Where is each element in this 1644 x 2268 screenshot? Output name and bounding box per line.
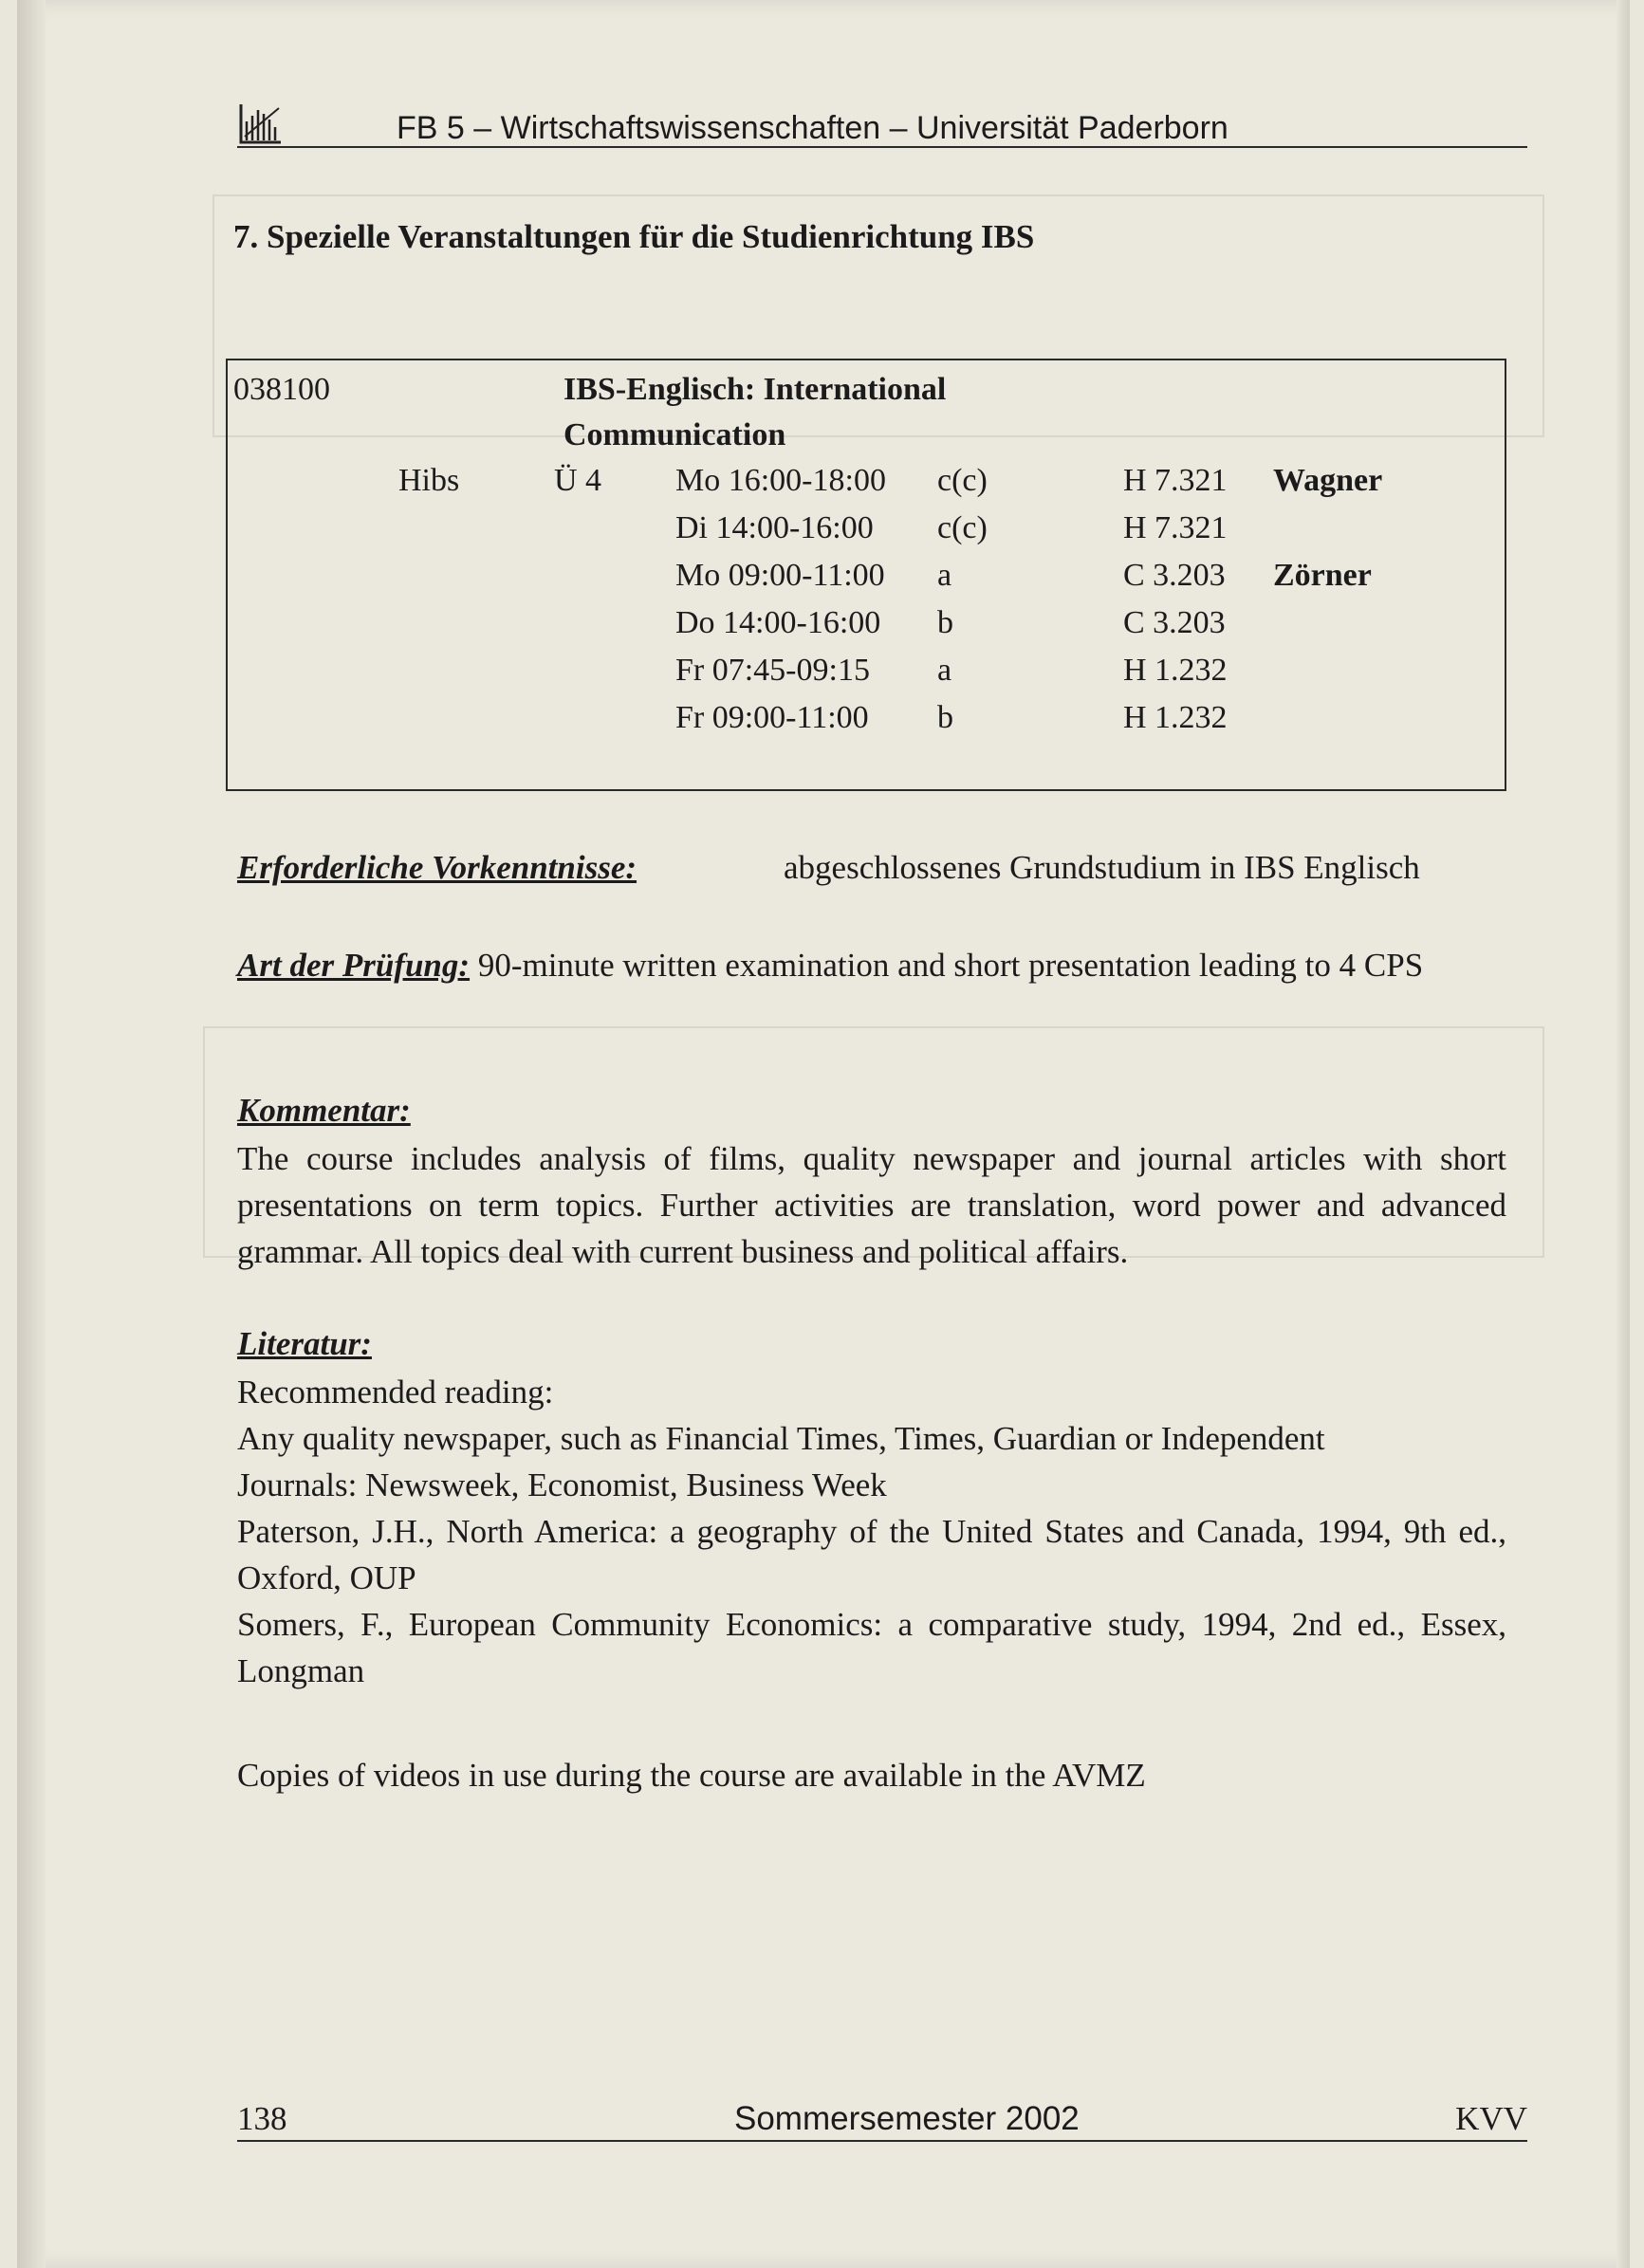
page-header: [237, 102, 1527, 148]
session-group: b: [937, 605, 953, 640]
literature-list: [237, 1369, 1506, 1694]
session-room: C 3.203: [1123, 558, 1226, 593]
page-right-edge: [1616, 0, 1630, 2268]
session-time: Do 14:00-16:00: [675, 605, 881, 640]
literature-line: Recommended reading:: [237, 1374, 554, 1411]
course-type: Ü 4: [554, 463, 602, 498]
footer-abbr: KVV: [1455, 2100, 1527, 2137]
literature-line: Paterson, J.H., North America: a geography of the United States and Canada, 1994, 9th ed., Oxford, OUP: [237, 1513, 1506, 1596]
session-time: Mo 16:00-18:00: [675, 463, 886, 498]
session-group: a: [937, 653, 952, 688]
course-title-line2: Communication: [563, 417, 786, 452]
session-lecturer: Wagner: [1273, 463, 1383, 498]
course-title-line1: IBS-Englisch: International: [563, 372, 947, 407]
session-group: b: [937, 700, 953, 735]
session-lecturer: Zörner: [1273, 558, 1372, 593]
page-spine-shadow: [17, 0, 46, 2268]
session-group: c(c): [937, 510, 988, 545]
session-room: H 1.232: [1123, 700, 1228, 735]
header-title: FB 5 – Wirtschaftswissenschaften – Universität Paderborn: [397, 110, 1228, 146]
footer-semester: Sommersemester 2002: [734, 2100, 1080, 2137]
literature-line: Somers, F., European Community Economics: a comparative study, 1994, 2nd ed., Essex, Longman: [237, 1606, 1506, 1689]
session-time: Fr 09:00-11:00: [675, 700, 869, 735]
document-page: [17, 0, 1630, 2268]
prerequisites-section: [237, 844, 1506, 891]
session-group: a: [937, 558, 952, 593]
literature-line: Any quality newspaper, such as Financial Times, Times, Guardian or Independent: [237, 1420, 1325, 1457]
session-group: c(c): [937, 463, 988, 498]
course-group: Hibs: [398, 463, 460, 498]
course-number: 038100: [233, 372, 330, 407]
comment-text: The course includes analysis of films, quality newspaper and journal articles with short presentations on term topics. Further activities are translation, word power and advanced grammar. All topics deal with current business and political affairs.: [237, 1140, 1506, 1270]
comment-label: Kommentar:: [237, 1092, 411, 1129]
university-logo-icon: [237, 102, 283, 144]
comment-label-line: [237, 1087, 1506, 1134]
session-room: H 7.321: [1123, 510, 1228, 545]
prerequisites-text: abgeschlossenes Grundstudium in IBS Englisch: [784, 849, 1420, 886]
session-time: Mo 09:00-11:00: [675, 558, 885, 593]
session-time: Fr 07:45-09:15: [675, 653, 870, 688]
exam-section: [237, 942, 1506, 988]
literature-label-line: [237, 1320, 1506, 1367]
session-room: H 7.321: [1123, 463, 1228, 498]
course-box: [226, 359, 1506, 791]
literature-label: Literatur:: [237, 1325, 372, 1362]
page-footer: [237, 2096, 1527, 2142]
literature-note: Copies of videos in use during the course are available in the AVMZ: [237, 1757, 1146, 1794]
page-number: 138: [237, 2100, 287, 2137]
section-heading: 7. Spezielle Veranstaltungen für die Studienrichtung IBS: [233, 218, 1035, 255]
session-time: Di 14:00-16:00: [675, 510, 874, 545]
exam-text: 90-minute written examination and short presentation leading to 4 CPS: [477, 947, 1424, 984]
literature-line: Journals: Newsweek, Economist, Business Week: [237, 1466, 887, 1503]
session-room: H 1.232: [1123, 653, 1228, 688]
exam-label: Art der Prüfung:: [237, 947, 471, 984]
prerequisites-label: Erforderliche Vorkenntnisse:: [237, 849, 637, 886]
session-room: C 3.203: [1123, 605, 1226, 640]
